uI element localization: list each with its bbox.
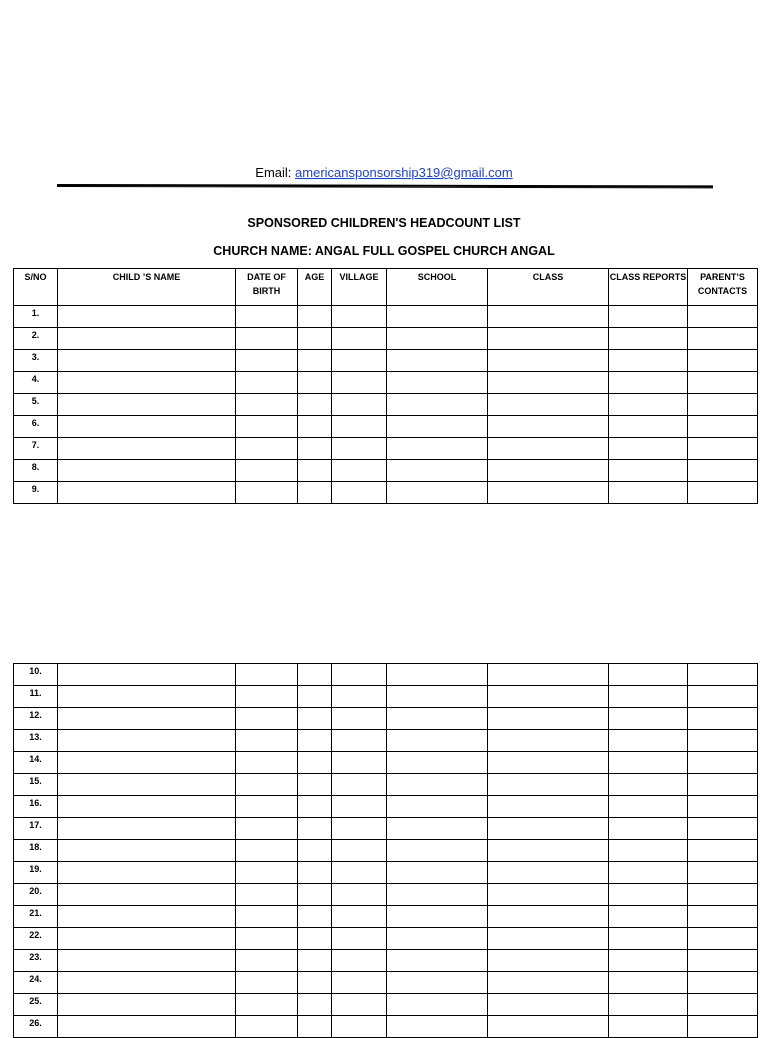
age-cell[interactable] [298, 730, 332, 752]
school-cell[interactable] [387, 350, 488, 372]
table-row [14, 394, 758, 416]
header-rule [57, 184, 713, 188]
class-reports-cell[interactable] [609, 774, 688, 796]
class-cell[interactable] [488, 774, 609, 796]
school-cell[interactable] [387, 950, 488, 972]
class-reports-cell[interactable] [609, 884, 688, 906]
village-cell[interactable] [332, 774, 387, 796]
table-row [14, 460, 758, 482]
parents-contacts-cell[interactable] [688, 752, 758, 774]
class-cell[interactable] [488, 416, 609, 438]
child-name-cell[interactable] [58, 394, 236, 416]
class-reports-cell[interactable] [609, 1016, 688, 1038]
class-reports-cell[interactable] [609, 416, 688, 438]
table-row [14, 328, 758, 350]
child-name-cell[interactable] [58, 730, 236, 752]
class-reports-cell[interactable] [609, 862, 688, 884]
parents-contacts-cell[interactable] [688, 438, 758, 460]
date-of-birth-cell[interactable] [236, 686, 298, 708]
village-cell[interactable] [332, 752, 387, 774]
age-cell[interactable] [298, 482, 332, 504]
class-cell[interactable] [488, 686, 609, 708]
class-cell[interactable] [488, 664, 609, 686]
parents-contacts-cell[interactable] [688, 818, 758, 840]
table-row [14, 730, 758, 752]
class-reports-cell[interactable] [609, 708, 688, 730]
email-link[interactable]: americansponsorship319@gmail.com [295, 165, 513, 180]
class-cell[interactable] [488, 328, 609, 350]
table-body-page-1 [14, 306, 758, 504]
class-reports-cell[interactable] [609, 840, 688, 862]
document-title: SPONSORED CHILDREN'S HEADCOUNT LIST [247, 216, 521, 230]
table-row [14, 372, 758, 394]
date-of-birth-cell[interactable] [236, 928, 298, 950]
age-cell[interactable] [298, 818, 332, 840]
table-row [14, 482, 758, 504]
school-cell[interactable] [387, 1016, 488, 1038]
parents-contacts-cell[interactable] [688, 774, 758, 796]
age-cell[interactable] [298, 328, 332, 350]
column-header-village: VILLAGE [332, 269, 387, 306]
row-number: 19. [14, 862, 58, 884]
class-reports-cell[interactable] [609, 350, 688, 372]
village-cell[interactable] [332, 950, 387, 972]
parents-contacts-cell[interactable] [688, 306, 758, 328]
column-header-class-reports: CLASS REPORTS [609, 269, 688, 306]
child-name-cell[interactable] [58, 950, 236, 972]
village-cell[interactable] [332, 972, 387, 994]
school-cell[interactable] [387, 906, 488, 928]
table-row [14, 994, 758, 1016]
row-number: 1. [14, 306, 58, 328]
column-header-age: AGE [298, 269, 332, 306]
date-of-birth-cell[interactable] [236, 708, 298, 730]
class-cell[interactable] [488, 906, 609, 928]
child-name-cell[interactable] [58, 818, 236, 840]
column-header-class: CLASS [488, 269, 609, 306]
parents-contacts-cell[interactable] [688, 328, 758, 350]
table-row [14, 306, 758, 328]
age-cell[interactable] [298, 306, 332, 328]
village-cell[interactable] [332, 394, 387, 416]
parents-contacts-cell[interactable] [688, 862, 758, 884]
village-cell[interactable] [332, 818, 387, 840]
class-reports-cell[interactable] [609, 482, 688, 504]
parents-contacts-cell[interactable] [688, 664, 758, 686]
row-number: 4. [14, 372, 58, 394]
class-reports-cell[interactable] [609, 460, 688, 482]
class-reports-cell[interactable] [609, 972, 688, 994]
child-name-cell[interactable] [58, 306, 236, 328]
school-cell[interactable] [387, 460, 488, 482]
row-number: 7. [14, 438, 58, 460]
row-number: 12. [14, 708, 58, 730]
date-of-birth-cell[interactable] [236, 972, 298, 994]
table-row [14, 686, 758, 708]
table-row [14, 884, 758, 906]
village-cell[interactable] [332, 928, 387, 950]
date-of-birth-cell[interactable] [236, 1016, 298, 1038]
date-of-birth-cell[interactable] [236, 328, 298, 350]
class-cell[interactable] [488, 796, 609, 818]
column-header-child-name: CHILD ’S NAME [58, 269, 236, 306]
class-cell[interactable] [488, 306, 609, 328]
village-cell[interactable] [332, 884, 387, 906]
school-cell[interactable] [387, 840, 488, 862]
parents-contacts-cell[interactable] [688, 730, 758, 752]
class-reports-cell[interactable] [609, 328, 688, 350]
date-of-birth-cell[interactable] [236, 372, 298, 394]
child-name-cell[interactable] [58, 752, 236, 774]
village-cell[interactable] [332, 416, 387, 438]
child-name-cell[interactable] [58, 438, 236, 460]
school-cell[interactable] [387, 306, 488, 328]
village-cell[interactable] [332, 686, 387, 708]
table-row [14, 928, 758, 950]
parents-contacts-cell[interactable] [688, 460, 758, 482]
child-name-cell[interactable] [58, 862, 236, 884]
village-cell[interactable] [332, 460, 387, 482]
class-cell[interactable] [488, 950, 609, 972]
school-cell[interactable] [387, 928, 488, 950]
class-reports-cell[interactable] [609, 686, 688, 708]
school-cell[interactable] [387, 394, 488, 416]
date-of-birth-cell[interactable] [236, 796, 298, 818]
table-row [14, 416, 758, 438]
village-cell[interactable] [332, 664, 387, 686]
date-of-birth-cell[interactable] [236, 906, 298, 928]
row-number: 8. [14, 460, 58, 482]
table-row [14, 708, 758, 730]
date-of-birth-cell[interactable] [236, 752, 298, 774]
age-cell[interactable] [298, 884, 332, 906]
table-row [14, 664, 758, 686]
age-cell[interactable] [298, 906, 332, 928]
age-cell[interactable] [298, 350, 332, 372]
class-reports-cell[interactable] [609, 372, 688, 394]
class-cell[interactable] [488, 994, 609, 1016]
village-cell[interactable] [332, 438, 387, 460]
class-cell[interactable] [488, 928, 609, 950]
class-reports-cell[interactable] [609, 994, 688, 1016]
column-header-date-of-birth: DATE OF BIRTH [236, 269, 298, 306]
child-name-cell[interactable] [58, 416, 236, 438]
table-row [14, 1016, 758, 1038]
village-cell[interactable] [332, 708, 387, 730]
column-header-parents-contacts: PARENT’S CONTACTS [688, 269, 758, 306]
child-name-cell[interactable] [58, 664, 236, 686]
school-cell[interactable] [387, 994, 488, 1016]
age-cell[interactable] [298, 394, 332, 416]
age-cell[interactable] [298, 994, 332, 1016]
church-name: CHURCH NAME: ANGAL FULL GOSPEL CHURCH ANGAL [213, 244, 555, 258]
child-name-cell[interactable] [58, 328, 236, 350]
school-cell[interactable] [387, 884, 488, 906]
age-cell[interactable] [298, 460, 332, 482]
row-number: 26. [14, 1016, 58, 1038]
parents-contacts-cell[interactable] [688, 350, 758, 372]
child-name-cell[interactable] [58, 774, 236, 796]
class-cell[interactable] [488, 862, 609, 884]
email-label: Email: [255, 165, 292, 180]
date-of-birth-cell[interactable] [236, 482, 298, 504]
age-cell[interactable] [298, 840, 332, 862]
age-cell[interactable] [298, 438, 332, 460]
date-of-birth-cell[interactable] [236, 460, 298, 482]
parents-contacts-cell[interactable] [688, 482, 758, 504]
class-cell[interactable] [488, 438, 609, 460]
email-line [0, 165, 768, 181]
village-cell[interactable] [332, 730, 387, 752]
table-body-page-2 [14, 664, 758, 1038]
class-cell[interactable] [488, 708, 609, 730]
date-of-birth-cell[interactable] [236, 884, 298, 906]
headcount-table-page-2 [13, 663, 758, 1038]
row-number: 21. [14, 906, 58, 928]
row-number: 10. [14, 664, 58, 686]
date-of-birth-cell[interactable] [236, 416, 298, 438]
row-number: 22. [14, 928, 58, 950]
row-number: 13. [14, 730, 58, 752]
parents-contacts-cell[interactable] [688, 840, 758, 862]
parents-contacts-cell[interactable] [688, 884, 758, 906]
row-number: 3. [14, 350, 58, 372]
class-reports-cell[interactable] [609, 928, 688, 950]
parents-contacts-cell[interactable] [688, 972, 758, 994]
child-name-cell[interactable] [58, 686, 236, 708]
school-cell[interactable] [387, 796, 488, 818]
table-row [14, 818, 758, 840]
school-cell[interactable] [387, 328, 488, 350]
table-row [14, 972, 758, 994]
row-number: 9. [14, 482, 58, 504]
column-header-sno: S/NO [14, 269, 58, 306]
class-cell[interactable] [488, 460, 609, 482]
class-reports-cell[interactable] [609, 394, 688, 416]
school-cell[interactable] [387, 686, 488, 708]
child-name-cell[interactable] [58, 928, 236, 950]
parents-contacts-cell[interactable] [688, 1016, 758, 1038]
child-name-cell[interactable] [58, 372, 236, 394]
class-cell[interactable] [488, 372, 609, 394]
child-name-cell[interactable] [58, 482, 236, 504]
child-name-cell[interactable] [58, 796, 236, 818]
class-reports-cell[interactable] [609, 730, 688, 752]
table-row [14, 350, 758, 372]
village-cell[interactable] [332, 482, 387, 504]
row-number: 14. [14, 752, 58, 774]
school-cell[interactable] [387, 972, 488, 994]
village-cell[interactable] [332, 994, 387, 1016]
row-number: 15. [14, 774, 58, 796]
school-cell[interactable] [387, 708, 488, 730]
child-name-cell[interactable] [58, 460, 236, 482]
child-name-cell[interactable] [58, 884, 236, 906]
table-row [14, 862, 758, 884]
date-of-birth-cell[interactable] [236, 730, 298, 752]
age-cell[interactable] [298, 708, 332, 730]
row-number: 18. [14, 840, 58, 862]
age-cell[interactable] [298, 664, 332, 686]
class-cell[interactable] [488, 730, 609, 752]
row-number: 6. [14, 416, 58, 438]
school-cell[interactable] [387, 416, 488, 438]
school-cell[interactable] [387, 774, 488, 796]
school-cell[interactable] [387, 438, 488, 460]
date-of-birth-cell[interactable] [236, 306, 298, 328]
table-row [14, 796, 758, 818]
class-cell[interactable] [488, 394, 609, 416]
class-cell[interactable] [488, 972, 609, 994]
parents-contacts-cell[interactable] [688, 796, 758, 818]
table-row [14, 840, 758, 862]
school-cell[interactable] [387, 752, 488, 774]
table-row [14, 752, 758, 774]
class-reports-cell[interactable] [609, 438, 688, 460]
table-header-row [14, 269, 758, 306]
table-row [14, 438, 758, 460]
village-cell[interactable] [332, 906, 387, 928]
row-number: 20. [14, 884, 58, 906]
row-number: 25. [14, 994, 58, 1016]
date-of-birth-cell[interactable] [236, 994, 298, 1016]
child-name-cell[interactable] [58, 708, 236, 730]
parents-contacts-cell[interactable] [688, 394, 758, 416]
child-name-cell[interactable] [58, 994, 236, 1016]
class-reports-cell[interactable] [609, 306, 688, 328]
age-cell[interactable] [298, 862, 332, 884]
school-cell[interactable] [387, 862, 488, 884]
child-name-cell[interactable] [58, 840, 236, 862]
row-number: 17. [14, 818, 58, 840]
parents-contacts-cell[interactable] [688, 928, 758, 950]
class-reports-cell[interactable] [609, 796, 688, 818]
row-number: 23. [14, 950, 58, 972]
date-of-birth-cell[interactable] [236, 664, 298, 686]
row-number: 11. [14, 686, 58, 708]
school-cell[interactable] [387, 818, 488, 840]
parents-contacts-cell[interactable] [688, 906, 758, 928]
table-row [14, 906, 758, 928]
age-cell[interactable] [298, 372, 332, 394]
class-cell[interactable] [488, 1016, 609, 1038]
date-of-birth-cell[interactable] [236, 950, 298, 972]
parents-contacts-cell[interactable] [688, 416, 758, 438]
age-cell[interactable] [298, 774, 332, 796]
child-name-cell[interactable] [58, 972, 236, 994]
school-cell[interactable] [387, 482, 488, 504]
row-number: 2. [14, 328, 58, 350]
parents-contacts-cell[interactable] [688, 708, 758, 730]
age-cell[interactable] [298, 928, 332, 950]
class-cell[interactable] [488, 482, 609, 504]
child-name-cell[interactable] [58, 906, 236, 928]
column-header-school: SCHOOL [387, 269, 488, 306]
village-cell[interactable] [332, 306, 387, 328]
parents-contacts-cell[interactable] [688, 950, 758, 972]
row-number: 5. [14, 394, 58, 416]
class-reports-cell[interactable] [609, 906, 688, 928]
class-cell[interactable] [488, 752, 609, 774]
school-cell[interactable] [387, 372, 488, 394]
village-cell[interactable] [332, 372, 387, 394]
row-number: 24. [14, 972, 58, 994]
school-cell[interactable] [387, 730, 488, 752]
table-row [14, 774, 758, 796]
date-of-birth-cell[interactable] [236, 438, 298, 460]
date-of-birth-cell[interactable] [236, 394, 298, 416]
age-cell[interactable] [298, 686, 332, 708]
date-of-birth-cell[interactable] [236, 840, 298, 862]
class-cell[interactable] [488, 350, 609, 372]
class-reports-cell[interactable] [609, 950, 688, 972]
village-cell[interactable] [332, 350, 387, 372]
age-cell[interactable] [298, 1016, 332, 1038]
class-cell[interactable] [488, 818, 609, 840]
class-cell[interactable] [488, 884, 609, 906]
age-cell[interactable] [298, 950, 332, 972]
class-reports-cell[interactable] [609, 664, 688, 686]
school-cell[interactable] [387, 664, 488, 686]
parents-contacts-cell[interactable] [688, 686, 758, 708]
child-name-cell[interactable] [58, 1016, 236, 1038]
village-cell[interactable] [332, 328, 387, 350]
parents-contacts-cell[interactable] [688, 994, 758, 1016]
class-reports-cell[interactable] [609, 752, 688, 774]
age-cell[interactable] [298, 416, 332, 438]
age-cell[interactable] [298, 972, 332, 994]
headcount-table-page-1 [13, 268, 758, 504]
class-cell[interactable] [488, 840, 609, 862]
date-of-birth-cell[interactable] [236, 350, 298, 372]
date-of-birth-cell[interactable] [236, 818, 298, 840]
date-of-birth-cell[interactable] [236, 774, 298, 796]
village-cell[interactable] [332, 840, 387, 862]
age-cell[interactable] [298, 796, 332, 818]
village-cell[interactable] [332, 862, 387, 884]
parents-contacts-cell[interactable] [688, 372, 758, 394]
date-of-birth-cell[interactable] [236, 862, 298, 884]
child-name-cell[interactable] [58, 350, 236, 372]
class-reports-cell[interactable] [609, 818, 688, 840]
age-cell[interactable] [298, 752, 332, 774]
table-row [14, 950, 758, 972]
row-number: 16. [14, 796, 58, 818]
village-cell[interactable] [332, 796, 387, 818]
village-cell[interactable] [332, 1016, 387, 1038]
